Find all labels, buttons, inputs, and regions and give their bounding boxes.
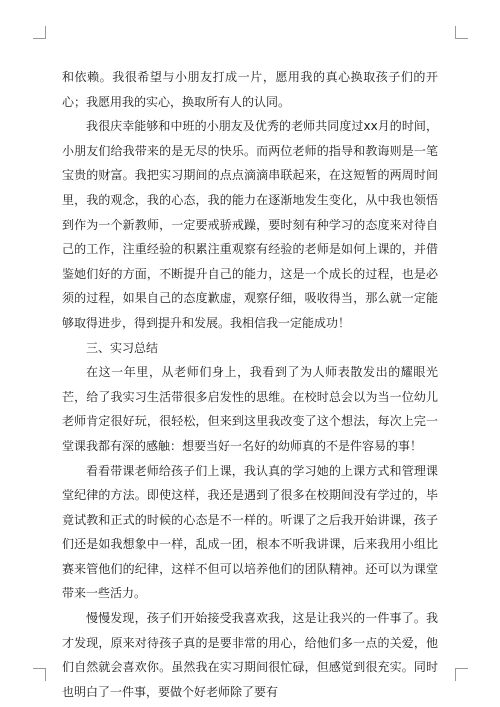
paragraph-continued: 和依赖。我很希望与小朋友打成一片，愿用我的真心换取孩子们的开心；我愿用我的实心，换取所有人的认同。	[62, 70, 438, 109]
crop-mark-top-left	[33, 26, 46, 39]
paragraph-internship-reflection: 我很庆幸能够和中班的小朋友及优秀的老师共同度过xx月的时间，小朋友们给我带来的是无尽的快乐。而两位老师的指导和教诲则是一笔宝贵的财富。我把实习期间的点点滴滴串联起来，在这短暂的两周时间里，我的观念，我的心态，我的能力在逐渐地发生变化，从中我也领悟到作为一个新教师，一定要戒骄戒躁，要时刻有种学习的态度来对待自己的工作，注重经验的积累注重观察有经验的老师是如何上课的，并借鉴她们好的方面，不断提升自己的能力，这是一个成长的过程，也是必须的过程，如果自己的态度歉虚，观察仔细，吸收得当，那么就一定能够取得进步，得到提升和发展。我相信我一定能成功！	[62, 119, 438, 330]
paragraph-teaching-practice: 看看带课老师给孩子们上课，我认真的学习她的上课方式和管理课堂纪律的方法。即使这样，我还是遇到了很多在校期间没有学过的，毕竟试教和正式的时候的心态是不一样的。听课了之后我开始讲课，孩子们还是如我想象中一样，乱成一团，根本不听我讲课，后来我用小组比赛来管他们的纪律，这样不但可以培养他们的团队精神。还可以为课堂带来一些活力。	[62, 463, 438, 601]
section-heading: 三、实习总结	[86, 340, 159, 355]
crop-mark-bottom-right	[455, 668, 468, 681]
paragraph-year-summary: 在这一年里，从老师们身上，我看到了为人师表散发出的耀眼光芒，给了我实习生活带很多启发性的思维。在校时总会以为当一位幼儿老师肯定很好玩，很轻松，但来到这里我改变了这个想法，每次上完一堂课我都有深的感触：想要当好一名好的幼师真的不是件容易的事！	[62, 365, 438, 453]
paragraph-children-acceptance: 慢慢发现，孩子们开始接受我喜欢我，这是让我兴的一件事了。我才发现，原来对待孩子真的是要非常的用心，给他们多一点的关爱，他们自然就会喜欢你。虽然我在实习期间很忙碌，但感觉到很充实。同时也明白了一件事，要做个好老师除了要有	[62, 611, 438, 699]
crop-mark-bottom-left	[33, 668, 46, 681]
document-body	[62, 65, 438, 704]
crop-mark-top-right	[455, 26, 468, 39]
